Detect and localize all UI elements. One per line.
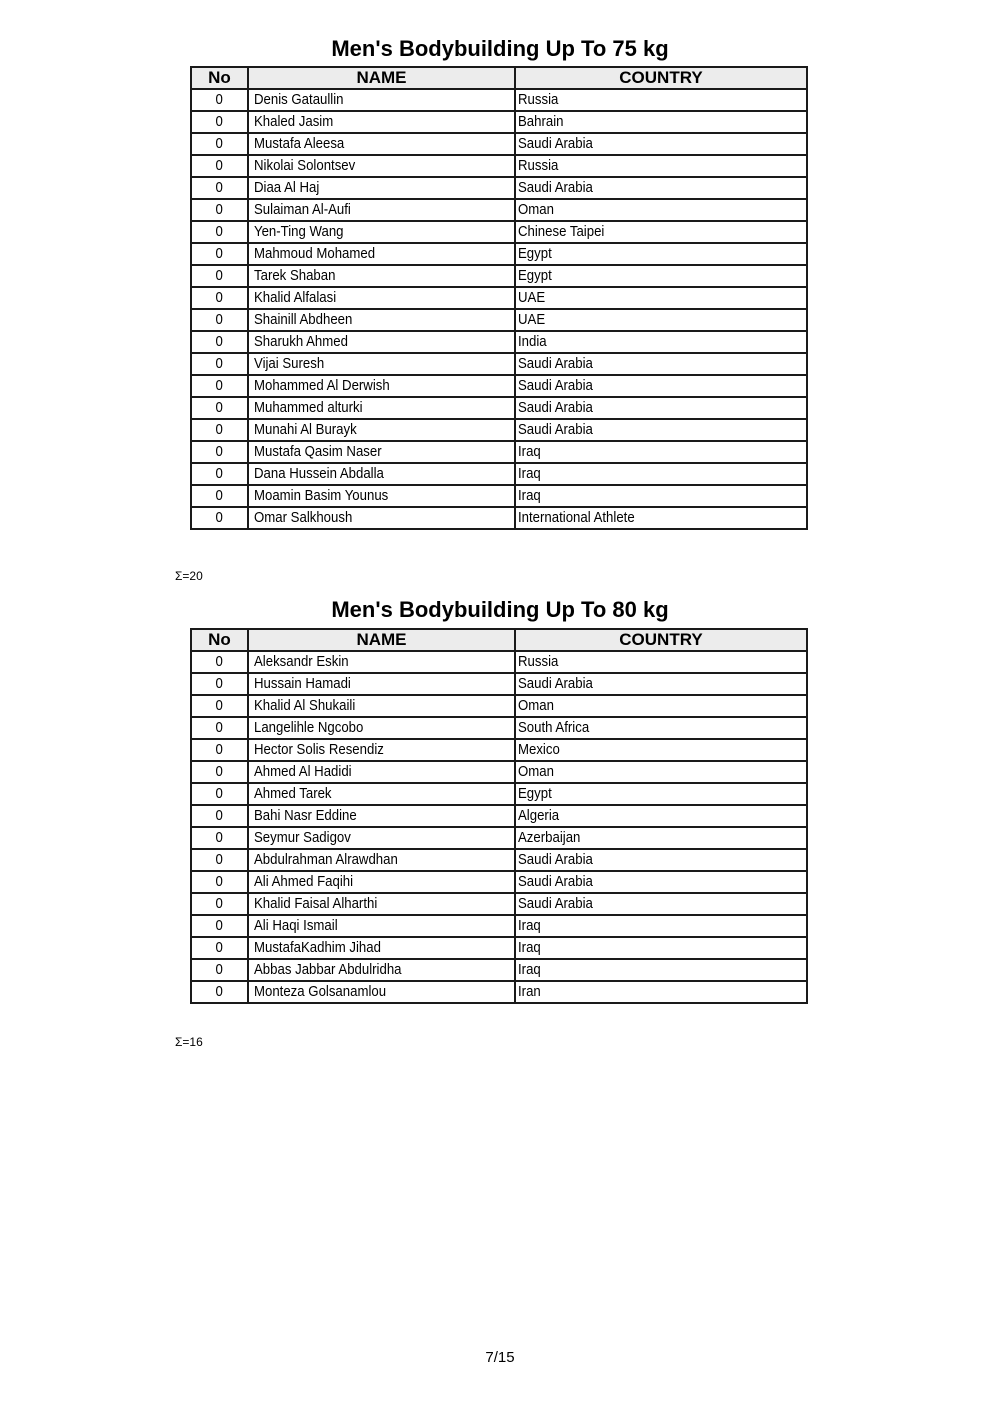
cell-name-text: Ali Ahmed Faqihi (254, 873, 354, 890)
cell-no-text: 0 (215, 983, 224, 1000)
cell-country-text: Mexico (518, 741, 560, 758)
cell-no (191, 717, 248, 739)
cell-name-text: Muhammed alturki (254, 399, 363, 416)
cell-no-text: 0 (215, 741, 224, 758)
column-header-country: COUNTRY (515, 629, 807, 651)
table-row (191, 827, 807, 849)
cell-no (191, 287, 248, 309)
cell-no-text: 0 (215, 465, 224, 482)
cell-name (248, 761, 515, 783)
cell-no-text: 0 (215, 719, 224, 736)
cell-name-text: Omar Salkhoush (254, 509, 353, 526)
cell-no (191, 133, 248, 155)
cell-name (248, 981, 515, 1003)
cell-country (515, 871, 807, 893)
cell-country (515, 199, 807, 221)
cell-name (248, 419, 515, 441)
cell-country-text: Saudi Arabia (518, 851, 593, 868)
cell-name (248, 199, 515, 221)
cell-name (248, 827, 515, 849)
cell-no (191, 331, 248, 353)
cell-country (515, 893, 807, 915)
cell-name (248, 893, 515, 915)
cell-no (191, 419, 248, 441)
cell-name-text: Tarek Shaban (254, 267, 336, 284)
cell-country (515, 761, 807, 783)
cell-name (248, 673, 515, 695)
cell-name-text: Monteza Golsanamlou (254, 983, 387, 1000)
cell-country-text: Egypt (518, 245, 552, 262)
cell-name-text: Khaled Jasim (254, 113, 334, 130)
cell-name (248, 177, 515, 199)
cell-country-text: Iraq (518, 961, 541, 978)
cell-country-text: Oman (518, 201, 554, 218)
cell-country-text: Saudi Arabia (518, 399, 593, 416)
cell-name-text: Khalid Faisal Alharthi (254, 895, 378, 912)
cell-no-text: 0 (215, 895, 224, 912)
cell-name-text: MustafaKadhim Jihad (254, 939, 381, 956)
table-row (191, 397, 807, 419)
table-header-row (191, 629, 807, 651)
table-row (191, 199, 807, 221)
cell-country-text: Iraq (518, 939, 541, 956)
cell-name-text: Langelihle Ngcobo (254, 719, 364, 736)
cell-country (515, 507, 807, 529)
cell-no-text: 0 (215, 785, 224, 802)
cell-no (191, 827, 248, 849)
cell-name-text: Sulaiman Al-Aufi (254, 201, 351, 218)
cell-no (191, 783, 248, 805)
cell-no (191, 959, 248, 981)
cell-name (248, 783, 515, 805)
cell-no-text: 0 (215, 653, 224, 670)
table-row (191, 155, 807, 177)
cell-country (515, 397, 807, 419)
cell-country-text: International Athlete (518, 509, 635, 526)
cell-country (515, 133, 807, 155)
cell-name-text: Abbas Jabbar Abdulridha (254, 961, 402, 978)
cell-name (248, 397, 515, 419)
cell-country-text: Oman (518, 697, 554, 714)
cell-country (515, 309, 807, 331)
cell-no-text: 0 (215, 509, 224, 526)
cell-no (191, 673, 248, 695)
column-header-country: COUNTRY (515, 67, 807, 89)
cell-no-text: 0 (215, 763, 224, 780)
cell-no-text: 0 (215, 961, 224, 978)
cell-name (248, 111, 515, 133)
cell-name-text: Mohammed Al Derwish (254, 377, 390, 394)
cell-name (248, 133, 515, 155)
cell-no-text: 0 (215, 487, 224, 504)
cell-no-text: 0 (215, 223, 224, 240)
cell-no-text: 0 (215, 851, 224, 868)
cell-no (191, 441, 248, 463)
cell-country-text: Russia (518, 91, 559, 108)
cell-name (248, 937, 515, 959)
cell-country-text: Saudi Arabia (518, 895, 593, 912)
cell-name-text: Ali Haqi Ismail (254, 917, 338, 934)
cell-name (248, 441, 515, 463)
cell-name (248, 463, 515, 485)
cell-name (248, 485, 515, 507)
cell-no (191, 463, 248, 485)
cell-country-text: UAE (518, 289, 546, 306)
cell-name-text: Dana Hussein Abdalla (254, 465, 384, 482)
cell-country-text: Egypt (518, 785, 552, 802)
cell-country-text: Russia (518, 653, 559, 670)
cell-no-text: 0 (215, 179, 224, 196)
section-count-80kg: Σ=16 (175, 1035, 203, 1049)
cell-no-text: 0 (215, 267, 224, 284)
section-count-75kg: Σ=20 (175, 569, 203, 583)
cell-name-text: Bahi Nasr Eddine (254, 807, 357, 824)
cell-no-text: 0 (215, 939, 224, 956)
table-row (191, 673, 807, 695)
cell-country-text: Iraq (518, 465, 541, 482)
cell-no-text: 0 (215, 873, 224, 890)
cell-name-text: Abdulrahman Alrawdhan (254, 851, 398, 868)
cell-name (248, 871, 515, 893)
cell-no (191, 937, 248, 959)
cell-no (191, 353, 248, 375)
cell-name (248, 221, 515, 243)
table-row (191, 419, 807, 441)
section-title-75kg: Men's Bodybuilding Up To 75 kg (331, 36, 669, 61)
cell-name (248, 89, 515, 111)
table-row (191, 695, 807, 717)
cell-country-text: Oman (518, 763, 554, 780)
cell-no (191, 871, 248, 893)
table-row (191, 177, 807, 199)
cell-no (191, 89, 248, 111)
cell-no (191, 915, 248, 937)
table-row (191, 287, 807, 309)
table-row (191, 507, 807, 529)
cell-name-text: Khalid Alfalasi (254, 289, 337, 306)
cell-name (248, 915, 515, 937)
cell-country (515, 673, 807, 695)
cell-no-text: 0 (215, 377, 224, 394)
cell-name (248, 805, 515, 827)
cell-country-text: Iran (518, 983, 541, 1000)
cell-country (515, 155, 807, 177)
cell-no-text: 0 (215, 917, 224, 934)
cell-name (248, 849, 515, 871)
cell-country-text: Saudi Arabia (518, 179, 593, 196)
cell-name (248, 717, 515, 739)
table-row (191, 265, 807, 287)
cell-country (515, 651, 807, 673)
cell-country (515, 915, 807, 937)
cell-no (191, 265, 248, 287)
cell-no (191, 243, 248, 265)
cell-name-text: Mustafa Qasim Naser (254, 443, 382, 460)
cell-country-text: India (518, 333, 547, 350)
cell-name-text: Diaa Al Haj (254, 179, 320, 196)
cell-no (191, 397, 248, 419)
cell-name-text: Mahmoud Mohamed (254, 245, 376, 262)
cell-no-text: 0 (215, 829, 224, 846)
column-header-name: NAME (248, 629, 515, 651)
cell-no (191, 375, 248, 397)
table-row (191, 871, 807, 893)
cell-no (191, 155, 248, 177)
table-row (191, 111, 807, 133)
table-row (191, 739, 807, 761)
cell-name-text: Vijai Suresh (254, 355, 325, 372)
cell-no (191, 221, 248, 243)
cell-no (191, 893, 248, 915)
table-row (191, 89, 807, 111)
cell-country (515, 463, 807, 485)
cell-name-text: Denis Gataullin (254, 91, 344, 108)
cell-name-text: Ahmed Al Hadidi (254, 763, 352, 780)
cell-no (191, 695, 248, 717)
cell-name (248, 651, 515, 673)
roster-table-75kg (190, 66, 808, 530)
cell-country-text: South Africa (518, 719, 590, 736)
cell-country (515, 89, 807, 111)
cell-no-text: 0 (215, 135, 224, 152)
cell-name-text: Ahmed Tarek (254, 785, 332, 802)
table-row (191, 981, 807, 1003)
column-header-no: No (191, 67, 248, 89)
cell-country (515, 805, 807, 827)
cell-no (191, 199, 248, 221)
cell-country (515, 177, 807, 199)
cell-name (248, 155, 515, 177)
cell-country-text: Saudi Arabia (518, 675, 593, 692)
cell-no-text: 0 (215, 201, 224, 218)
cell-no (191, 981, 248, 1003)
table-row (191, 717, 807, 739)
cell-name-text: Nikolai Solontsev (254, 157, 356, 174)
cell-no (191, 739, 248, 761)
cell-no-text: 0 (215, 399, 224, 416)
cell-no-text: 0 (215, 675, 224, 692)
cell-country (515, 485, 807, 507)
cell-name (248, 353, 515, 375)
cell-country-text: Egypt (518, 267, 552, 284)
table-row (191, 309, 807, 331)
cell-name (248, 331, 515, 353)
table-row (191, 849, 807, 871)
cell-name (248, 507, 515, 529)
cell-no-text: 0 (215, 421, 224, 438)
cell-no (191, 849, 248, 871)
table-row (191, 915, 807, 937)
cell-name (248, 243, 515, 265)
cell-no (191, 761, 248, 783)
table-header-row (191, 67, 807, 89)
table-row (191, 783, 807, 805)
table-row (191, 937, 807, 959)
cell-country (515, 111, 807, 133)
cell-no-text: 0 (215, 311, 224, 328)
table-row (191, 375, 807, 397)
cell-country-text: Azerbaijan (518, 829, 581, 846)
cell-name-text: Khalid Al Shukaili (254, 697, 356, 714)
table-row (191, 441, 807, 463)
cell-no (191, 485, 248, 507)
cell-no (191, 177, 248, 199)
cell-name-text: Mustafa Aleesa (254, 135, 345, 152)
cell-name-text: Aleksandr Eskin (254, 653, 349, 670)
table-row (191, 243, 807, 265)
cell-name-text: Sharukh Ahmed (254, 333, 348, 350)
page-number: 7/15 (485, 1349, 515, 1366)
cell-country-text: Iraq (518, 443, 541, 460)
cell-country (515, 243, 807, 265)
cell-no-text: 0 (215, 697, 224, 714)
cell-name-text: Yen-Ting Wang (254, 223, 344, 240)
cell-country-text: Russia (518, 157, 559, 174)
column-header-name: NAME (248, 67, 515, 89)
cell-name (248, 265, 515, 287)
cell-country (515, 717, 807, 739)
cell-no-text: 0 (215, 355, 224, 372)
column-header-no: No (191, 629, 248, 651)
cell-country-text: Iraq (518, 487, 541, 504)
cell-name (248, 309, 515, 331)
cell-no (191, 507, 248, 529)
cell-no (191, 805, 248, 827)
table-row (191, 331, 807, 353)
cell-no (191, 309, 248, 331)
cell-country (515, 287, 807, 309)
cell-no-text: 0 (215, 289, 224, 306)
cell-name-text: Hector Solis Resendiz (254, 741, 384, 758)
cell-country (515, 739, 807, 761)
cell-name-text: Shainill Abdheen (254, 311, 353, 328)
cell-no-text: 0 (215, 113, 224, 130)
cell-country-text: Iraq (518, 917, 541, 934)
cell-country (515, 441, 807, 463)
table-row (191, 221, 807, 243)
table-row (191, 805, 807, 827)
table-row (191, 959, 807, 981)
cell-no-text: 0 (215, 91, 224, 108)
cell-country-text: Saudi Arabia (518, 421, 593, 438)
cell-name (248, 287, 515, 309)
cell-name-text: Moamin Basim Younus (254, 487, 389, 504)
cell-country-text: Chinese Taipei (518, 223, 605, 240)
cell-name (248, 375, 515, 397)
cell-country (515, 959, 807, 981)
cell-country (515, 265, 807, 287)
cell-no-text: 0 (215, 443, 224, 460)
cell-no-text: 0 (215, 245, 224, 262)
section-title-80kg: Men's Bodybuilding Up To 80 kg (331, 597, 669, 622)
cell-country (515, 375, 807, 397)
table-row (191, 485, 807, 507)
cell-country-text: Algeria (518, 807, 560, 824)
table-row (191, 133, 807, 155)
cell-country (515, 353, 807, 375)
cell-name-text: Hussain Hamadi (254, 675, 351, 692)
cell-country-text: Saudi Arabia (518, 377, 593, 394)
cell-country (515, 221, 807, 243)
cell-country (515, 981, 807, 1003)
table-row (191, 893, 807, 915)
table-row (191, 651, 807, 673)
cell-name (248, 959, 515, 981)
cell-name (248, 739, 515, 761)
cell-country (515, 849, 807, 871)
cell-no-text: 0 (215, 157, 224, 174)
cell-no (191, 651, 248, 673)
cell-country (515, 331, 807, 353)
cell-country (515, 419, 807, 441)
table-row (191, 761, 807, 783)
cell-country-text: UAE (518, 311, 546, 328)
cell-country (515, 937, 807, 959)
cell-country-text: Saudi Arabia (518, 135, 593, 152)
cell-name (248, 695, 515, 717)
cell-country-text: Bahrain (518, 113, 564, 130)
cell-no-text: 0 (215, 807, 224, 824)
cell-no (191, 111, 248, 133)
cell-country (515, 827, 807, 849)
table-row (191, 353, 807, 375)
cell-name-text: Munahi Al Burayk (254, 421, 357, 438)
cell-name-text: Seymur Sadigov (254, 829, 351, 846)
cell-country (515, 783, 807, 805)
roster-table-80kg (190, 628, 808, 1004)
cell-country-text: Saudi Arabia (518, 355, 593, 372)
cell-no-text: 0 (215, 333, 224, 350)
cell-country-text: Saudi Arabia (518, 873, 593, 890)
cell-country (515, 695, 807, 717)
table-row (191, 463, 807, 485)
